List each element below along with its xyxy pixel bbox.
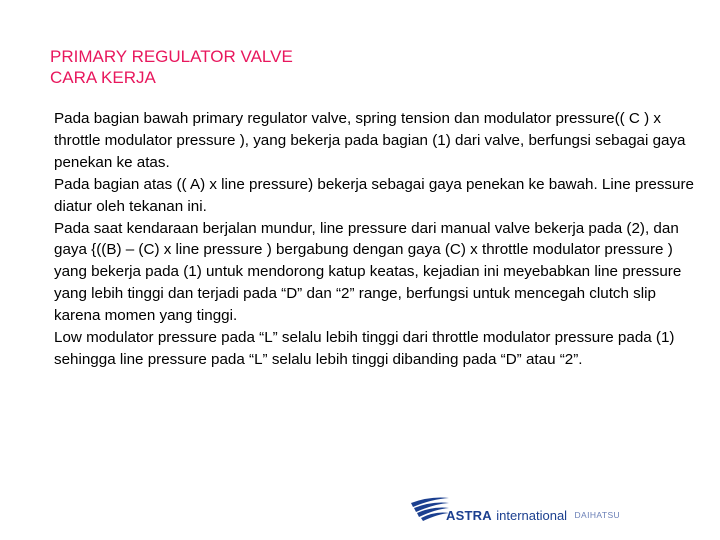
logo-astra-text: ASTRA — [446, 508, 492, 523]
title-line-2: CARA KERJA — [50, 68, 156, 87]
title-line-1: PRIMARY REGULATOR VALVE — [50, 47, 293, 66]
logo-daihatsu-text: DAIHATSU — [574, 510, 621, 520]
astra-swoosh-icon — [410, 494, 450, 522]
slide-title — [50, 46, 293, 88]
body-text — [54, 108, 694, 371]
astra-logo — [410, 494, 620, 534]
paragraph-3: Pada saat kendaraan berjalan mundur, line pressure dari manual valve bekerja pada (2), dan gaya {((B) – (C) x line pressure ) bergabung dengan gaya (C) x throttle modulator pressure ) yang bekerja pada (1) untuk mendorong katup keatas, kejadian ini meyebabkan line pressure yang lebih tinggi dan terjadi pada “D” dan “2” range, berfungsi untuk mencegah clutch slip karena momen yang tinggi. — [54, 219, 682, 325]
logo-international-text: international — [496, 508, 568, 523]
paragraph-4: Low modulator pressure pada “L” selalu lebih tinggi dari throttle modulator pressure pada (1) sehingga line pressure pada “L” selalu lebih tinggi dibanding pada “D” atau “2”. — [54, 329, 675, 368]
paragraph-2: Pada bagian atas (( A) x line pressure) bekerja sebagai gaya penekan ke bawah. Line pressure diatur oleh tekanan ini. — [54, 175, 694, 215]
paragraph-1: Pada bagian bawah primary regulator valve, spring tension dan modulator pressure(( C ) x throttle modulator pressure ), yang bekerja pada bagian (1) dari valve, berfungsi sebagai gaya penekan ke atas. — [54, 110, 686, 171]
logo-wordmark — [446, 507, 620, 525]
